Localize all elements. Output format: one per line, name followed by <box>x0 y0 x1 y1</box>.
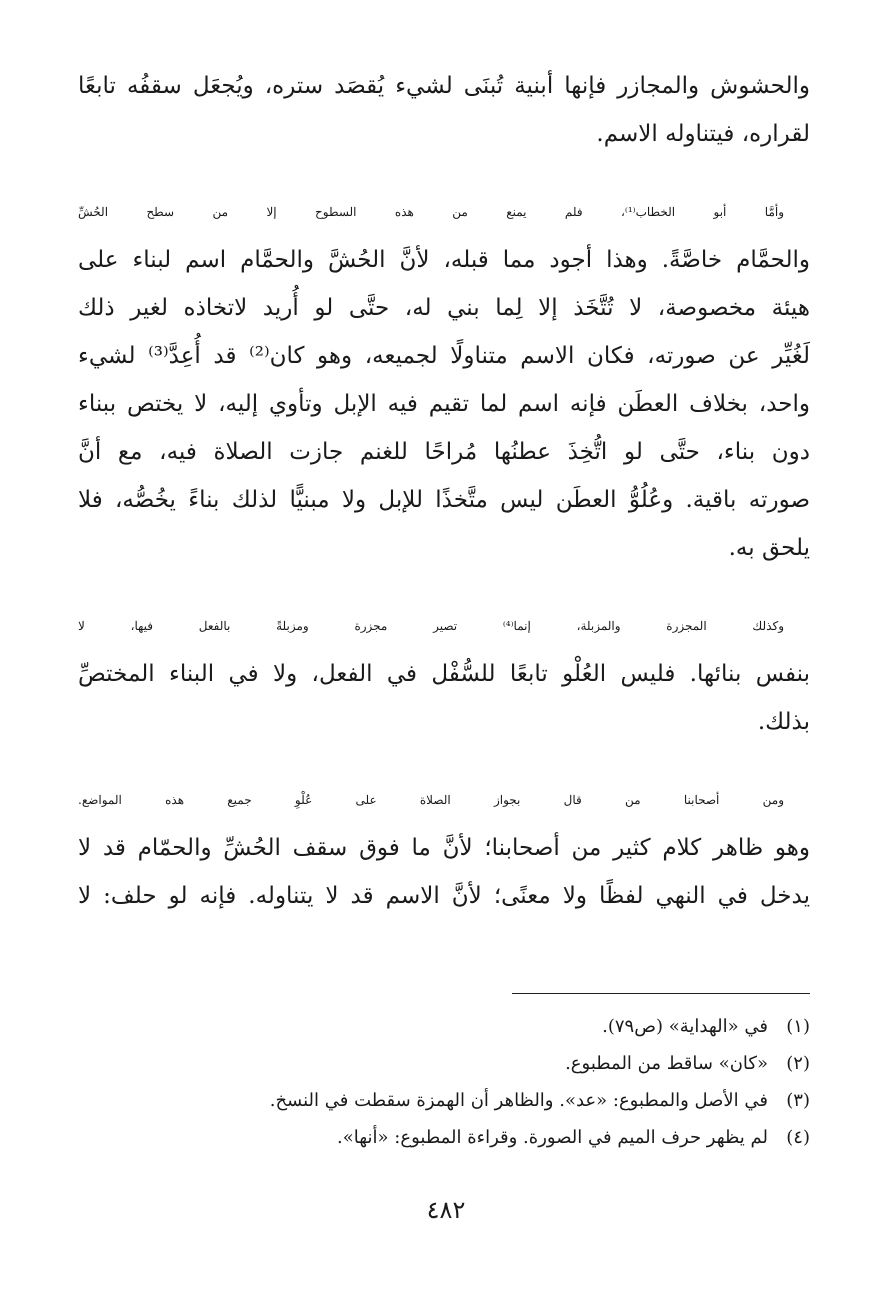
text-line: بذلك. <box>757 709 810 735</box>
paragraph-gap <box>78 746 810 776</box>
footnote-text: لم يظهر حرف الميم في الصورة. وقراءة المطبوع: «أنها». <box>337 1127 768 1148</box>
footnotes <box>110 1008 810 1156</box>
text-line: ومن أصحابنا من قال بجواز الصلاة على عُلْوِ جميع هذه المواضع. <box>78 793 784 807</box>
footnote-divider <box>512 993 810 994</box>
paragraph <box>78 602 810 746</box>
text-line: يلحق به. <box>728 535 810 561</box>
footnote-item <box>110 1082 810 1119</box>
text-line: بنفس بنائها. فليس العُلْو تابعًا للسُّفْل في الفعل، ولا في البناء المختصِّ <box>78 661 810 687</box>
footnote-item <box>110 1008 810 1045</box>
paragraph-gap <box>78 158 810 188</box>
paragraph <box>78 188 810 572</box>
main-text <box>78 62 810 920</box>
footnote-item <box>110 1119 810 1156</box>
footnote-number: (٤) <box>786 1127 810 1148</box>
text-line: والحشوش والمجازر فإنها أبنية تُبنَى لشيء يُقصَد ستره، ويُجعَل سقفُه تابعًا <box>78 73 810 99</box>
footnote-number: (١) <box>786 1016 810 1037</box>
paragraph-gap <box>78 572 810 602</box>
text-line: وأمَّا أبو الخطاب⁽¹⁾، فلم يمنع من هذه السطوح إلا من سطح الحُشِّ <box>78 205 784 219</box>
text-line: لَغُيِّر عن صورته، فكان الاسم متناولًا لجميعه، وهو كان⁽²⁾ قد أُعِدَّ⁽³⁾ لشيء <box>78 343 810 369</box>
footnote-text: «كان» ساقط من المطبوع. <box>565 1053 768 1074</box>
text-line: صورته باقية. وعُلُوُّ العطَن ليس متَّخذًا للإبل ولا مبنيًّا لذلك بناءً يخُصُّه، فلا <box>78 487 810 513</box>
text-line: وكذلك المجزرة والمزبلة، إنما⁽⁴⁾ تصير مجزرة ومزبلةً بالفعل فيها، لا <box>78 619 785 633</box>
footnote-item <box>110 1045 810 1082</box>
footnote-number: (٣) <box>786 1090 810 1111</box>
text-line: لقراره، فيتناوله الاسم. <box>596 121 810 147</box>
page-number: ٤٨٢ <box>426 1196 466 1224</box>
text-line: هيئة مخصوصة، لا تُتَّخَذ إلا لِما بني له، حتَّى لو أُريد لاتخاذه لغير ذلك <box>78 295 810 321</box>
footnote-text: في الأصل والمطبوع: «عد». والظاهر أن الهمزة سقطت في النسخ. <box>269 1090 768 1111</box>
text-line: والحمَّام خاصَّةً. وهذا أجود مما قبله، لأنَّ الحُشَّ والحمَّام اسم لبناء على <box>78 247 811 273</box>
text-line: دون بناء، حتَّى لو اتُّخِذَ عطنُها مُراحًا للغنم جازت الصلاة فيه، مع أنَّ <box>78 439 810 465</box>
text-line: وهو ظاهر كلام كثير من أصحابنا؛ لأنَّ ما فوق سقف الحُشِّ والحمّام قد لا <box>78 835 810 861</box>
footnote-number: (٢) <box>786 1053 810 1074</box>
text-line: واحد، بخلاف العطَن فإنه اسم لما تقيم فيه الإبل وتأوي إليه، لا يختص ببناء <box>78 391 810 417</box>
paragraph <box>78 62 810 158</box>
footnote-text: في «الهداية» (ص٧٩). <box>602 1016 768 1037</box>
paragraph <box>78 776 810 920</box>
text-line: يدخل في النهي لفظًا ولا معنًى؛ لأنَّ الاسم قد لا يتناوله. فإنه لو حلف: لا <box>78 883 810 909</box>
